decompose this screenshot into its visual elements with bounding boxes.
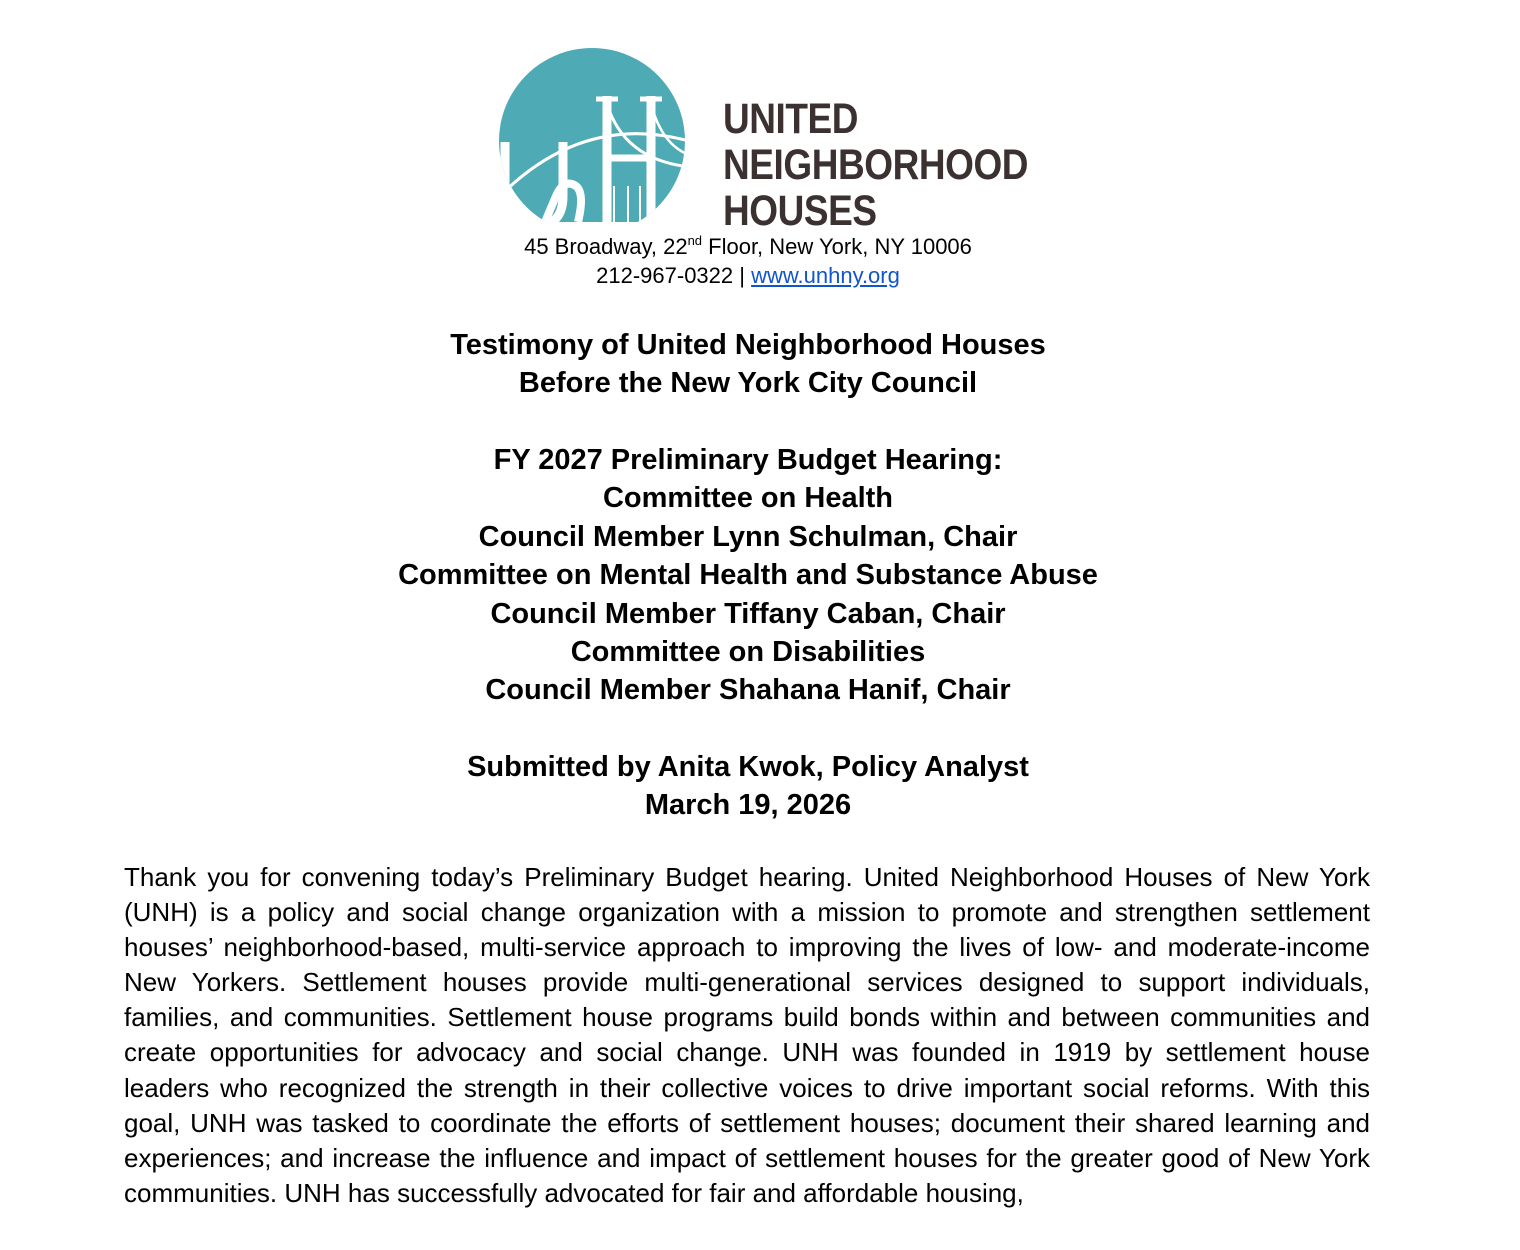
title-line-2: Before the New York City Council	[518, 367, 978, 400]
unh-logo	[480, 46, 1029, 235]
phone-number: 212-967-0322 |	[596, 263, 752, 288]
hearing-line-6: Committee on Disabilities	[570, 636, 926, 669]
hearing-line-5: Council Member Tiffany Caban, Chair	[490, 597, 1006, 630]
submitted-by: Submitted by Anita Kwok, Policy Analyst	[467, 751, 1029, 783]
title-block	[0, 326, 1496, 403]
title-line-1: Testimony of United Neighborhood Houses	[450, 329, 1046, 361]
address-text-rest: Floor, New York, NY 10006	[702, 234, 972, 259]
hearing-line-4: Committee on Mental Health and Substance Abuse	[398, 559, 1098, 592]
address-ordinal: nd	[687, 233, 703, 248]
address-line	[0, 232, 1496, 261]
hearing-line-3: Council Member Lynn Schulman, Chair	[478, 520, 1018, 553]
unh-logo-mark	[480, 46, 705, 226]
wordmark-line-2: NEIGHBORHOOD	[723, 141, 1029, 189]
wordmark-line-1: UNITED	[723, 95, 859, 143]
submission-date: March 19, 2026	[644, 789, 852, 822]
hearing-line-1: FY 2027 Preliminary Budget Hearing:	[493, 444, 1003, 476]
website-link[interactable]: www.unhny.org	[751, 263, 900, 288]
wordmark-line-3: HOUSES	[723, 187, 877, 235]
hearing-line-7: Council Member Shahana Hanif, Chair	[485, 674, 1011, 707]
contact-line	[0, 261, 1496, 290]
unh-wordmark	[723, 96, 1028, 234]
hearing-block	[0, 441, 1496, 710]
submission-block	[0, 748, 1496, 825]
logo-circle	[499, 48, 685, 226]
body-paragraph: Thank you for convening today’s Preliminary Budget hearing. United Neighborhood Houses of New York (UNH) is a policy and social change organization with a mission to promote and strengthen settlement houses’ neighborhood-based, multi-service approach to improving the lives of low- and moderate-income New Yorkers. Settlement houses provide multi-generational services designed to support individuals, families, and communities. Settlement house programs build bonds within and between communities and create opportunities for advocacy and social change. UNH was founded in 1919 by settlement house leaders who recognized the strength in their collective voices to drive important social reforms. With this goal, UNH was tasked to coordinate the efforts of settlement houses; document their shared learning and experiences; and increase the influence and impact of settlement houses for the greater good of New York communities. UNH has successfully advocated for fair and affordable housing,	[124, 862, 1370, 1208]
address-text: 45 Broadway, 22	[524, 234, 688, 259]
hearing-line-2: Committee on Health	[602, 482, 894, 515]
